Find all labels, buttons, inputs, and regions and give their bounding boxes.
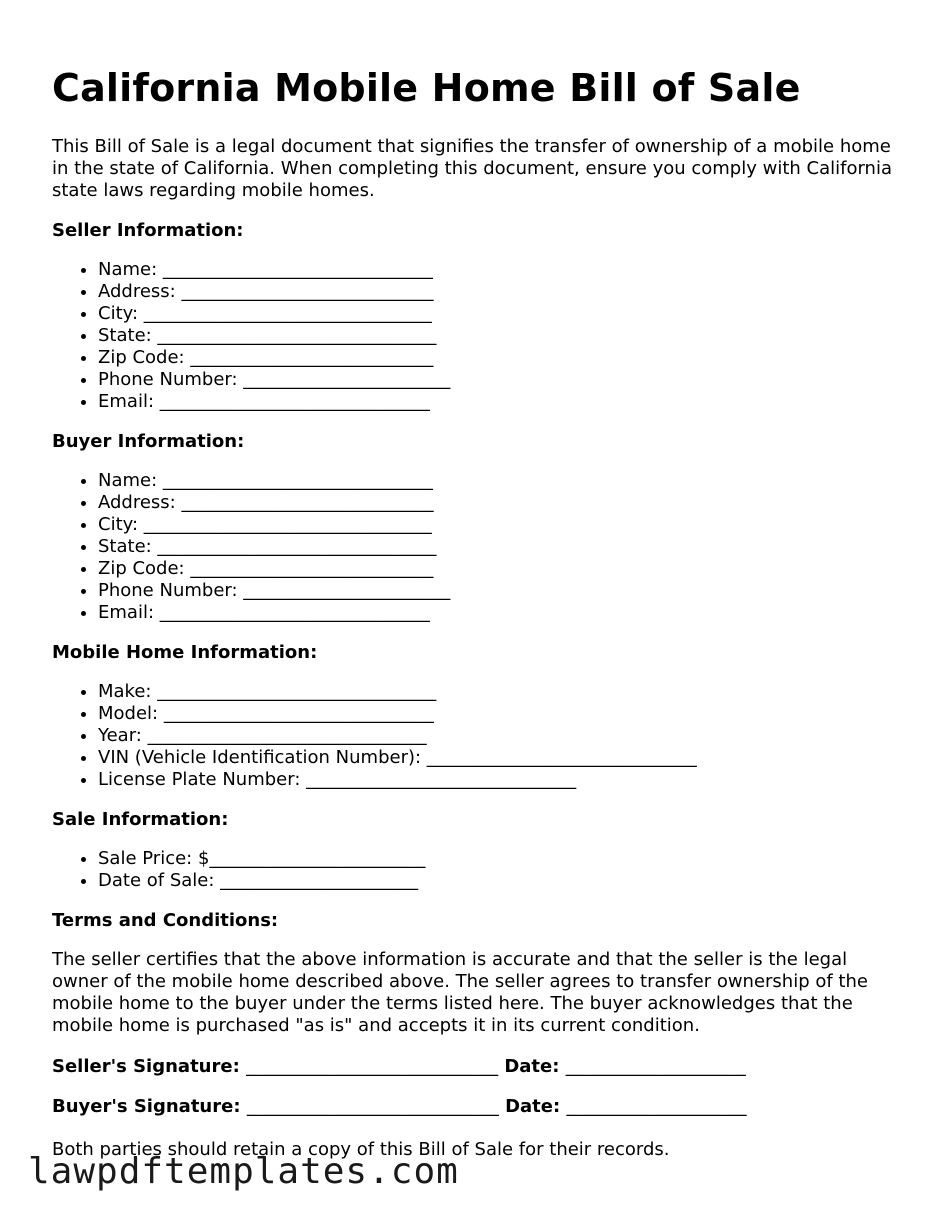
buyer-date-label: Date: [505, 1096, 561, 1117]
terms-paragraph: The seller certifies that the above information is accurate and that the seller is the legal owner of the mobile home described above. The seller agrees to transfer ownership of the mobile home to the buyer under the terms listed here. The buyer acknowledges that the mobile home is purchased "as is" and accepts it in its current condition. [52, 949, 868, 1036]
sale-heading: Sale Information: [52, 809, 229, 830]
buyer-signature-label: Buyer's Signature: [52, 1096, 241, 1117]
seller-signature-label: Seller's Signature: [52, 1056, 240, 1077]
buyer-signature-line [52, 1095, 902, 1119]
buyer-state-field: • State: _______________________________ [98, 536, 902, 558]
mobile-home-heading: Mobile Home Information: [52, 642, 318, 663]
footer-note: Both parties should retain a copy of this Bill of Sale for their records. [52, 1139, 670, 1160]
sale-price-field: • Sale Price: $________________________ [98, 848, 902, 870]
buyer-signature-blank: ____________________________ [246, 1096, 499, 1117]
document-page [52, 62, 902, 1161]
buyer-date-blank: ____________________ [566, 1096, 747, 1117]
sale-fields [52, 848, 902, 892]
sale-date-field: • Date of Sale: ______________________ [98, 870, 902, 892]
year-field: • Year: _______________________________ [98, 725, 902, 747]
intro-paragraph: This Bill of Sale is a legal document that signifies the transfer of ownership of a mobile home in the state of California. When completing this document, ensure you comply with California state laws regarding mobile homes. [52, 136, 892, 201]
vin-field: • VIN (Vehicle Identification Number): ______________________________ [98, 747, 902, 769]
seller-city-field: • City: ________________________________ [98, 303, 902, 325]
seller-state-field: • State: _______________________________ [98, 325, 902, 347]
buyer-name-field: • Name: ______________________________ [98, 470, 902, 492]
seller-zip-field: • Zip Code: ___________________________ [98, 347, 902, 369]
model-field: • Model: ______________________________ [98, 703, 902, 725]
make-field: • Make: _______________________________ [98, 681, 902, 703]
license-plate-field: • License Plate Number: ______________________________ [98, 769, 902, 791]
seller-fields [52, 259, 902, 413]
seller-name-field: • Name: ______________________________ [98, 259, 902, 281]
seller-phone-field: • Phone Number: _______________________ [98, 369, 902, 391]
buyer-heading: Buyer Information: [52, 431, 245, 452]
buyer-email-field: • Email: ______________________________ [98, 602, 902, 624]
watermark-logo: lawpdftemplates.com [28, 1151, 459, 1192]
terms-heading: Terms and Conditions: [52, 910, 279, 931]
buyer-phone-field: • Phone Number: _______________________ [98, 580, 902, 602]
seller-date-blank: ____________________ [565, 1056, 746, 1077]
buyer-zip-field: • Zip Code: ___________________________ [98, 558, 902, 580]
seller-signature-blank: ____________________________ [246, 1056, 499, 1077]
buyer-fields [52, 470, 902, 624]
seller-address-field: • Address: ____________________________ [98, 281, 902, 303]
buyer-address-field: • Address: ____________________________ [98, 492, 902, 514]
buyer-city-field: • City: ________________________________ [98, 514, 902, 536]
seller-signature-line [52, 1055, 902, 1079]
seller-heading: Seller Information: [52, 220, 244, 241]
seller-date-label: Date: [504, 1056, 560, 1077]
document-title: California Mobile Home Bill of Sale [52, 66, 801, 110]
seller-email-field: • Email: ______________________________ [98, 391, 902, 413]
mobile-home-fields [52, 681, 902, 791]
